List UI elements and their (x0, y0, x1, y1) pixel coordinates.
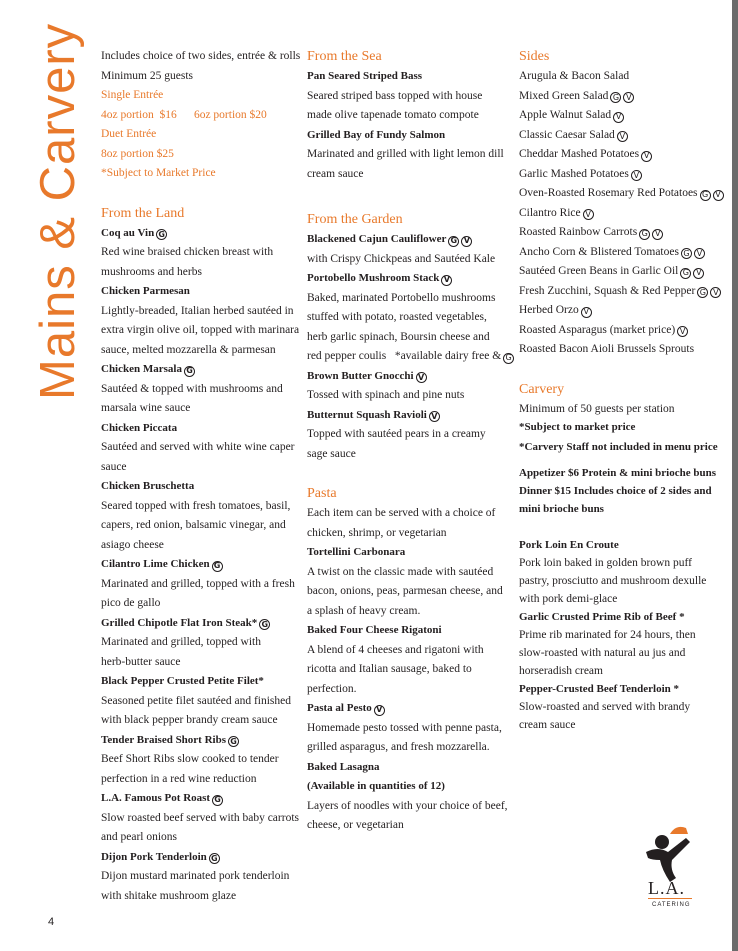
menu-item-name: Butternut Squash Ravioli V (307, 406, 512, 426)
vegetarian-icon: V (693, 268, 704, 279)
menu-item-desc: Beef Short Ribs slow cooked to tender (101, 753, 279, 765)
menu-item-name: Baked Lasagna (307, 760, 380, 773)
gluten-free-icon: G (448, 236, 459, 247)
menu-item-name: Brown Butter Gnocchi V (307, 367, 512, 387)
menu-item-name: Tender Braised Short Ribs G (101, 731, 301, 751)
menu-item-desc: slow-roasted with natural au jus and (519, 646, 686, 659)
carvery-note: Minimum of 50 guests per station (519, 402, 675, 415)
menu-item-desc: a splash of heavy cream. (307, 604, 421, 617)
menu-item-desc: perfection. (307, 682, 357, 695)
carvery-pricing: Dinner $15 Includes choice of 2 sides and (519, 484, 712, 497)
vegetarian-icon: V (461, 236, 472, 247)
pasta-intro: Each item can be served with a choice of (307, 507, 496, 519)
menu-item-name: Baked Four Cheese Rigatoni (307, 624, 442, 636)
vegetarian-icon: V (710, 287, 721, 298)
menu-item-desc: Marinated and grilled, topped with a fresh (101, 577, 295, 590)
menu-item-desc: Seared topped with fresh tomatoes, basil, (101, 499, 291, 512)
menu-item-desc: with pork demi-glace (519, 592, 618, 605)
menu-item-desc: with black pepper brandy cream sauce (101, 714, 278, 726)
section-title-sea: From the Sea (307, 49, 382, 64)
menu-item-name: Chicken Piccata (101, 421, 178, 434)
logo-text: L.A. (648, 878, 685, 898)
menu-item-desc: red pepper coulis *available dairy free & G (307, 347, 512, 367)
column-sea-garden-pasta (307, 47, 512, 836)
menu-item-name: Pan Seared Striped Bass (307, 70, 423, 82)
intro-line: Minimum 25 guests (101, 69, 194, 82)
menu-item-name: Grilled Bay of Fundy Salmon (307, 128, 446, 141)
gluten-free-icon: G (503, 353, 514, 364)
carvery-pricing: Appetizer $6 Protein & mini brioche buns (519, 466, 716, 479)
side-item: Sautéed Green Beans in Garlic Oil G V (519, 262, 731, 282)
gluten-free-icon: G (639, 229, 650, 240)
vegetarian-icon: V (429, 411, 440, 422)
menu-item-name: Black Pepper Crusted Petite Filet* (101, 675, 264, 687)
side-item: Ancho Corn & Blistered Tomatoes G V (519, 243, 731, 263)
section-title-carvery: Carvery (519, 381, 565, 397)
carvery-pricing: mini brioche buns (519, 502, 604, 515)
menu-item-desc: horseradish cream (519, 664, 603, 677)
menu-item-desc: mushrooms and herbs (101, 265, 202, 278)
logo-divider (648, 898, 692, 899)
gluten-free-icon: G (184, 366, 195, 377)
vegetarian-icon: V (617, 131, 628, 142)
menu-item-name: Tortellini Carbonara (307, 546, 406, 558)
vegetarian-icon: V (583, 209, 594, 220)
side-item: Herbed Orzo V (519, 301, 731, 321)
menu-item-desc: grilled asparagus, and fresh mozzarella. (307, 741, 490, 753)
gluten-free-icon: G (700, 190, 711, 201)
menu-item-desc: stuffed with potato, roasted vegetables, (307, 311, 487, 323)
logo-subtext: CATERING (652, 902, 691, 908)
menu-item-desc: Marinated and grilled, topped with (101, 636, 262, 648)
menu-item-desc: Marinated and grilled with light lemon dill (307, 148, 504, 160)
side-item: Classic Caesar Salad V (519, 126, 731, 146)
menu-item-desc: A twist on the classic made with sautéed (307, 565, 494, 578)
menu-item-desc: pastry, prosciutto and mushroom dexulle (519, 574, 707, 587)
menu-item-name: Blackened Cajun Cauliflower G V (307, 230, 512, 250)
menu-item-desc: Slow roasted beef served with baby carrots (101, 811, 299, 824)
menu-item-desc: made olive tapenade tomato compote (307, 109, 479, 121)
vegetarian-icon: V (623, 92, 634, 103)
side-item: Fresh Zucchini, Squash & Red Pepper G V (519, 282, 731, 302)
menu-item-desc: Homemade pesto tossed with penne pasta, (307, 721, 502, 734)
column-land (101, 47, 301, 906)
vegetarian-icon: V (677, 326, 688, 337)
menu-item-desc: Prime rib marinated for 24 hours, then (519, 628, 696, 641)
menu-item-name: Chicken Parmesan (101, 285, 190, 297)
side-item: Roasted Rainbow Carrots G V (519, 223, 731, 243)
menu-item-desc: Sautéed and served with white wine caper (101, 441, 295, 453)
duet-entree-title: Duet Entrée (101, 128, 157, 140)
menu-item-desc: Baked, marinated Portobello mushrooms (307, 291, 496, 304)
menu-item-name: Pasta al Pesto V (307, 699, 512, 719)
menu-item-name: Pork Loin En Croute (519, 538, 619, 551)
menu-item-name: Grilled Chipotle Flat Iron Steak* G (101, 614, 301, 634)
menu-item-name: (Available in quantities of 12) (307, 780, 445, 792)
menu-item-desc: sauce, melted mozzarella & parmesan (101, 343, 276, 356)
section-title-pasta: Pasta (307, 486, 337, 501)
side-item: Oven-Roasted Rosemary Red Potatoes G V (519, 184, 731, 204)
menu-item-desc: capers, red onion, balsamic vinegar, and (101, 519, 286, 531)
vegetarian-icon: V (641, 151, 652, 162)
menu-item-name: Cilantro Lime Chicken G (101, 555, 301, 575)
menu-item-desc: asiago cheese (101, 538, 164, 551)
menu-item-desc: Topped with sautéed pears in a creamy (307, 428, 486, 440)
vegetarian-icon: V (416, 372, 427, 383)
gluten-free-icon: G (212, 561, 223, 572)
section-title-garden: From the Garden (307, 212, 403, 227)
menu-item-desc: Lightly-breaded, Italian herbed sautéed in (101, 304, 294, 317)
menu-item-desc: bacon, onions, peas, parmesan cheese, and (307, 585, 503, 597)
menu-item-desc: Slow-roasted and served with brandy (519, 700, 691, 713)
side-item: Arugula & Bacon Salad (519, 70, 630, 82)
single-entree-prices: 4oz portion $16 6oz portion $20 (101, 108, 267, 121)
gluten-free-icon: G (680, 268, 691, 279)
vegetarian-icon: V (581, 307, 592, 318)
vegetarian-icon: V (652, 229, 663, 240)
menu-item-desc: Seared striped bass topped with house (307, 89, 483, 102)
menu-item-name: Coq au Vin G (101, 224, 301, 244)
gluten-free-icon: G (681, 248, 692, 259)
gluten-free-icon: G (259, 619, 270, 630)
page-number: 4 (48, 916, 55, 928)
menu-item-desc: Red wine braised chicken breast with (101, 246, 274, 258)
menu-item-desc: Dijon mustard marinated pork tenderloin (101, 870, 290, 882)
menu-item-desc: extra virgin olive oil, topped with marinara (101, 324, 300, 336)
menu-item-desc: herb garlic spinach, Boursin cheese and (307, 330, 490, 343)
section-title-sides: Sides (519, 49, 550, 64)
side-item: Roasted Bacon Aioli Brussels Sprouts (519, 343, 695, 355)
menu-item-name: Portobello Mushroom Stack V (307, 269, 512, 289)
menu-item-name: L.A. Famous Pot Roast G (101, 789, 301, 809)
menu-item-desc: sauce (101, 460, 127, 473)
gluten-free-icon: G (212, 795, 223, 806)
gluten-free-icon: G (209, 853, 220, 864)
menu-item-desc: Layers of noodles with your choice of beef, (307, 799, 508, 812)
menu-item-desc: cream sauce (307, 167, 364, 180)
carvery-note: *Carvery Staff not included in menu price (519, 440, 718, 453)
column-sides-carvery (519, 47, 731, 734)
menu-item-desc: and pearl onions (101, 831, 178, 843)
side-item: Mixed Green Salad G V (519, 87, 731, 107)
side-item: Roasted Asparagus (market price) V (519, 321, 731, 341)
single-entree-title: Single Entrée (101, 89, 164, 101)
vegetarian-icon: V (441, 275, 452, 286)
menu-item-desc: Sautéed & topped with mushrooms and (101, 382, 283, 395)
side-item: Garlic Mashed Potatoes V (519, 165, 731, 185)
menu-item-desc: Pork loin baked in golden brown puff (519, 556, 692, 569)
page-edge (732, 0, 738, 951)
page-title: Mains & Carvery (31, 22, 85, 400)
side-item: Cilantro Rice V (519, 204, 731, 224)
vegetarian-icon: V (713, 190, 724, 201)
menu-item-desc: sage sauce (307, 447, 356, 460)
carvery-note: *Subject to market price (519, 420, 636, 433)
vegetarian-icon: V (374, 705, 385, 716)
menu-item-desc: Tossed with spinach and pine nuts (307, 389, 465, 401)
menu-item-desc: perfection in a red wine reduction (101, 772, 257, 785)
vegetarian-icon: V (694, 248, 705, 259)
menu-item-desc: A blend of 4 cheeses and rigatoni with (307, 643, 484, 656)
menu-item-desc: ricotta and Italian sausage, baked to (307, 663, 472, 675)
menu-item-desc: marsala wine sauce (101, 402, 191, 414)
intro-line: Includes choice of two sides, entrée & rolls (101, 50, 301, 62)
menu-item-name: Pepper-Crusted Beef Tenderloin * (519, 682, 679, 695)
side-item: Apple Walnut Salad V (519, 106, 731, 126)
gluten-free-icon: G (156, 229, 167, 240)
menu-item-desc: with shitake mushroom glaze (101, 889, 237, 902)
vegetarian-icon: V (613, 112, 624, 123)
menu-item-name: Dijon Pork Tenderloin G (101, 848, 301, 868)
section-title-land: From the Land (101, 205, 185, 221)
menu-item-desc: cream sauce (519, 718, 576, 731)
menu-item-name: Chicken Marsala G (101, 360, 301, 380)
menu-item-desc: Seasoned petite filet sautéed and finished (101, 694, 292, 707)
menu-item-desc: pico de gallo (101, 597, 161, 609)
gluten-free-icon: G (610, 92, 621, 103)
gluten-free-icon: G (697, 287, 708, 298)
market-note: *Subject to Market Price (101, 167, 216, 179)
menu-item-desc: with Crispy Chickpeas and Sautéed Kale (307, 252, 496, 265)
gluten-free-icon: G (228, 736, 239, 747)
menu-item-name: Garlic Crusted Prime Rib of Beef * (519, 610, 685, 623)
vegetarian-icon: V (631, 170, 642, 181)
menu-item-name: Chicken Bruschetta (101, 480, 195, 492)
pasta-intro: chicken, shrimp, or vegetarian (307, 526, 447, 539)
side-item: Cheddar Mashed Potatoes V (519, 145, 731, 165)
menu-item-desc: herb-butter sauce (101, 655, 181, 668)
menu-item-desc: cheese, or vegetarian (307, 819, 404, 831)
duet-entree-price: 8oz portion $25 (101, 147, 174, 160)
